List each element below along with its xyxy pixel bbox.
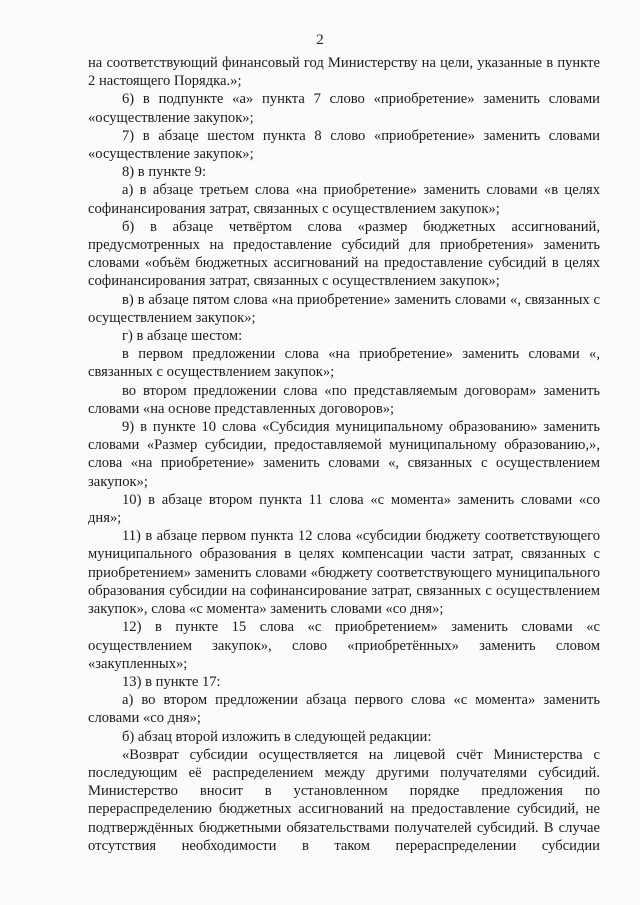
paragraph-item-8: 8) в пункте 9: <box>122 164 207 181</box>
paragraph-item-7: 7) в абзаце шестом пункта 8 слово «приобретение» заменить словами «осуществление закупок»; <box>88 127 600 163</box>
paragraph-item-10: 10) в абзаце втором пункта 11 слова «с момента» заменить словами «со дня»; <box>88 491 600 527</box>
paragraph-item-9: 9) в пункте 10 слова «Субсидия муниципальному образованию» заменить словами «Размер субсидии, предоставляемой муниципальному образованию,», слова «на приобретение» заменить словами «, связанных с осуществлением закупок»; <box>88 419 600 490</box>
document-body <box>88 54 600 855</box>
paragraph-item-13: 13) в пункте 17: <box>122 673 221 690</box>
paragraph-item-8b: б) в абзаце четвёртом слова «размер бюджетных ассигнований, предусмотренных на предоставление субсидий для приобретения» заменить словами «объём бюджетных ассигнований на предоставление субсидий в целях софинансирования затрат, связанных с осуществлением закупок»; <box>88 218 600 290</box>
paragraph-item-8g: г) в абзаце шестом: <box>122 328 243 345</box>
paragraph-item-13b: б) абзац второй изложить в следующей редакции: <box>122 728 432 745</box>
paragraph-item-8a: а) в абзаце третьем слова «на приобретение» заменить словами «в целях софинансирования затрат, связанных с осуществлением закупок»; <box>88 182 600 217</box>
paragraph-item-8v: в) в абзаце пятом слова «на приобретение» заменить словами «, связанных с осуществлением закупок»; <box>88 291 600 326</box>
paragraph-item-13a: а) во втором предложении абзаца первого слова «с момента» заменить словами «со дня»; <box>88 692 600 727</box>
paragraph-item-11: 11) в абзаце первом пункта 12 слова «субсидии бюджету соответствующего муниципального образования в целях компенсации части затрат, связанных с приобретением» заменить словами «бюджету соответствующего муниципального образования субсидии на софинансирование затрат, связанных с осуществлением закупок», слова «с момента» заменить словами «со дня»; <box>88 528 600 618</box>
paragraph-item-8g-second: во втором предложении слова «по представляемым договорам» заменить словами «на основе представленных договоров»; <box>88 382 600 417</box>
paragraph-quoted-text: «Возврат субсидии осуществляется на лицевой счёт Министерства с последующим её распределением между другими получателями субсидий. Министерство вносит в установленном порядке предложения по перераспределению бюджетных ассигнований на предоставление субсидий, не подтверждённых бюджетными обязательствами получателей субсидий. В случае отсутствия необходимости в таком перераспределении субсидии <box>88 746 600 854</box>
page-number: 2 <box>316 32 324 48</box>
paragraph-item-12: 12) в пункте 15 слова «с приобретением» заменить словами «с осуществлением закупок», слово «приобретённых» заменить словом «закупленных»; <box>88 619 600 672</box>
paragraph-continuation: на соответствующий финансовый год Министерству на цели, указанные в пункте 2 настоящего Порядка.»; <box>88 55 600 90</box>
paragraph-item-6: 6) в подпункте «а» пункта 7 слово «приобретение» заменить словами «осуществление закупок»; <box>88 91 600 126</box>
paragraph-item-8g-first: в первом предложении слова «на приобретение» заменить словами «, связанных с осуществлением закупок»; <box>88 346 600 381</box>
